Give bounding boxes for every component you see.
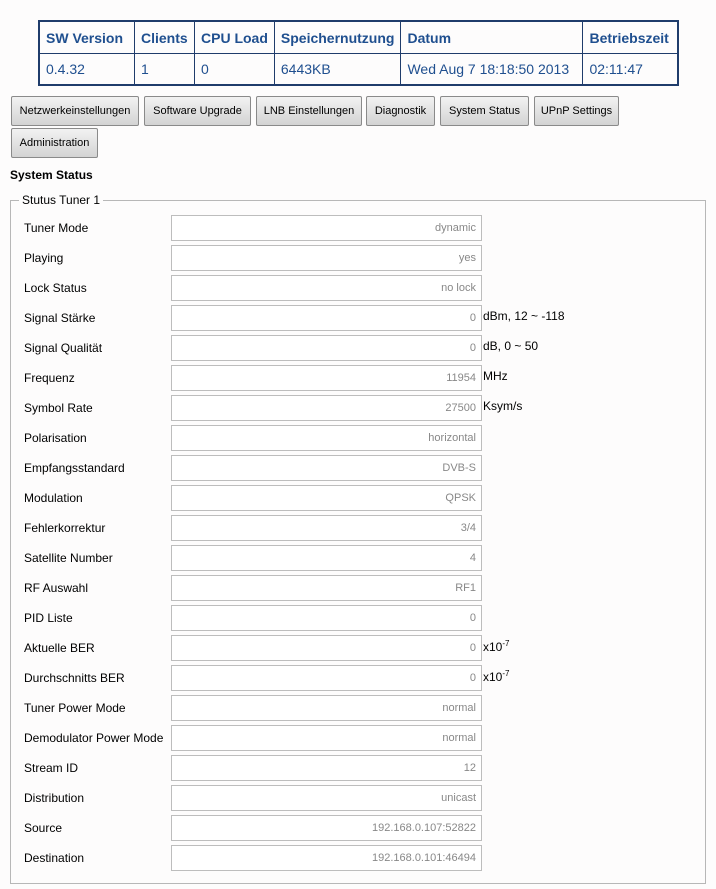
software-upgrade-button[interactable]: Software Upgrade (144, 96, 251, 126)
field-modulation[interactable]: QPSK (171, 485, 482, 511)
label-polarisation: Polarisation (24, 431, 87, 445)
field-frequenz[interactable]: 11954 (171, 365, 482, 391)
label-source: Source (24, 821, 63, 835)
label-tuner-mode: Tuner Mode (24, 221, 89, 235)
field-satellite-number[interactable]: 4 (171, 545, 482, 571)
field-signal-qualit-t[interactable]: 0 (171, 335, 482, 361)
tuner-status-fieldset (10, 200, 706, 884)
network-settings-button[interactable]: Netzwerkeinstellungen (11, 96, 139, 126)
value-date: Wed Aug 7 18:18:50 2013 (401, 54, 583, 86)
label-pid-liste: PID Liste (24, 611, 73, 625)
value-clients: 1 (135, 54, 195, 86)
unit-frequenz: MHz (483, 369, 508, 383)
label-satellite-number: Satellite Number (24, 551, 113, 565)
field-tuner-power-mode[interactable]: normal (171, 695, 482, 721)
field-durchschnitts-ber[interactable]: 0 (171, 665, 482, 691)
header-date: Datum (401, 21, 583, 54)
label-lock-status: Lock Status (24, 281, 87, 295)
unit-aktuelle-ber: $x10^{-7}$ (483, 639, 510, 654)
info-value-row (39, 54, 678, 86)
info-header-row (39, 21, 678, 54)
label-tuner-power-mode: Tuner Power Mode (24, 701, 126, 715)
field-tuner-mode[interactable]: dynamic (171, 215, 482, 241)
label-fehlerkorrektur: Fehlerkorrektur (24, 521, 106, 535)
header-clients: Clients (135, 21, 195, 54)
label-frequenz: Frequenz (24, 371, 75, 385)
label-destination: Destination (24, 851, 85, 865)
field-destination[interactable]: 192.168.0.101:46494 (171, 845, 482, 871)
lnb-settings-button[interactable]: LNB Einstellungen (256, 96, 362, 126)
unit-signal-st-rke: dBm, 12 ~ -118 (483, 309, 565, 323)
field-source[interactable]: 192.168.0.107:52822 (171, 815, 482, 841)
unit-symbol-rate: Ksym/s (483, 399, 523, 413)
value-uptime: 02:11:47 (583, 54, 679, 86)
diagnostics-button[interactable]: Diagnostik (366, 96, 435, 126)
label-symbol-rate: Symbol Rate (24, 401, 93, 415)
system-status-button[interactable]: System Status (440, 96, 529, 126)
label-stream-id: Stream ID (24, 761, 79, 775)
label-empfangsstandard: Empfangsstandard (24, 461, 125, 475)
upnp-settings-button[interactable]: UPnP Settings (534, 96, 619, 126)
label-distribution: Distribution (24, 791, 85, 805)
field-aktuelle-ber[interactable]: 0 (171, 635, 482, 661)
label-rf-auswahl: RF Auswahl (24, 581, 89, 595)
header-cpu-load: CPU Load (195, 21, 275, 54)
field-stream-id[interactable]: 12 (171, 755, 482, 781)
field-distribution[interactable]: unicast (171, 785, 482, 811)
label-playing: Playing (24, 251, 64, 265)
header-sw-version: SW Version (39, 21, 135, 54)
label-signal-qualit-t: Signal Qualität (24, 341, 103, 355)
field-demodulator-power-mode[interactable]: normal (171, 725, 482, 751)
label-modulation: Modulation (24, 491, 83, 505)
field-rf-auswahl[interactable]: RF1 (171, 575, 482, 601)
unit-durchschnitts-ber: $x10^{-7}$ (483, 669, 510, 684)
field-signal-st-rke[interactable]: 0 (171, 305, 482, 331)
unit-signal-qualit-t: dB, 0 ~ 50 (483, 339, 539, 353)
field-pid-liste[interactable]: 0 (171, 605, 482, 631)
label-signal-st-rke: Signal Stärke (24, 311, 96, 325)
field-lock-status[interactable]: no lock (171, 275, 482, 301)
administration-button[interactable]: Administration (11, 128, 98, 158)
unit-exponent: -7 (502, 669, 510, 678)
header-uptime: Betriebszeit (583, 21, 679, 54)
field-symbol-rate[interactable]: 27500 (171, 395, 482, 421)
field-empfangsstandard[interactable]: DVB-S (171, 455, 482, 481)
value-memory: 6443KB (274, 54, 401, 86)
system-info-table (38, 20, 679, 86)
page-title: System Status (10, 168, 93, 182)
label-demodulator-power-mode: Demodulator Power Mode (24, 731, 164, 745)
header-memory: Speichernutzung (274, 21, 401, 54)
value-sw-version: 0.4.32 (39, 54, 135, 86)
field-playing[interactable]: yes (171, 245, 482, 271)
tuner-legend: Stutus Tuner 1 (19, 193, 103, 207)
field-fehlerkorrektur[interactable]: 3/4 (171, 515, 482, 541)
label-durchschnitts-ber: Durchschnitts BER (24, 671, 125, 685)
label-aktuelle-ber: Aktuelle BER (24, 641, 95, 655)
unit-exponent: -7 (502, 639, 510, 648)
value-cpu-load: 0 (195, 54, 275, 86)
field-polarisation[interactable]: horizontal (171, 425, 482, 451)
